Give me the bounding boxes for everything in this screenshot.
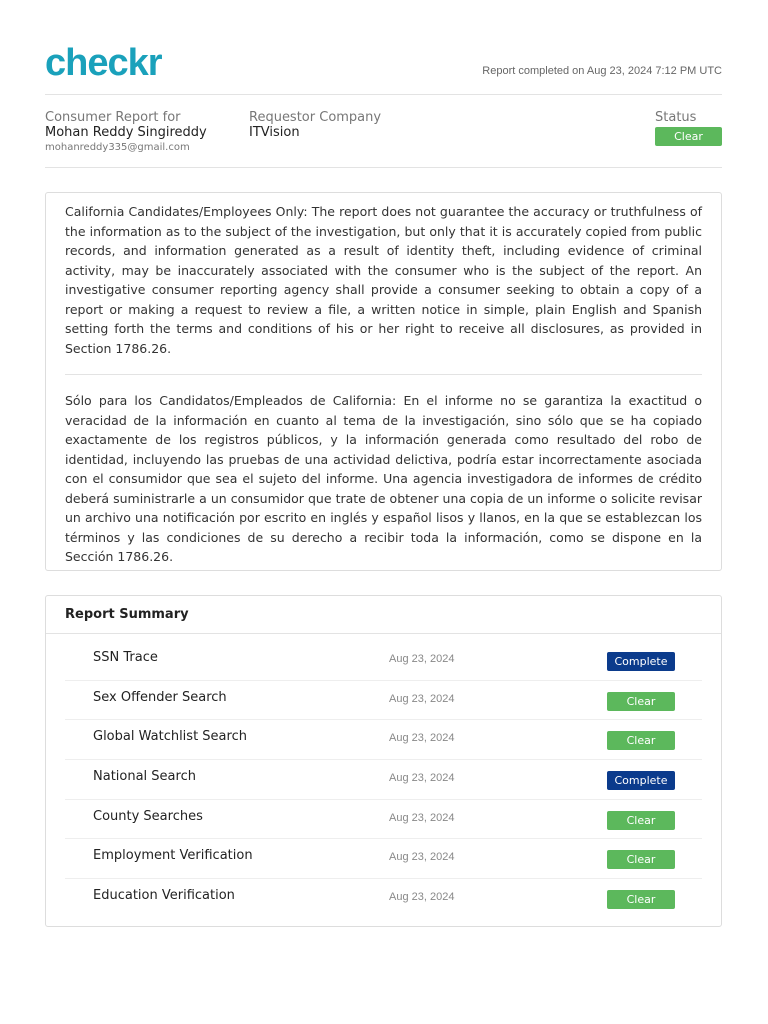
california-disclosure-notice: [45, 192, 722, 571]
summary-row[interactable]: [65, 760, 702, 800]
requestor-company-label: Requestor Company: [249, 110, 382, 125]
check-date: Aug 23, 2024: [389, 653, 455, 665]
check-status-badge: Complete: [607, 652, 675, 671]
summary-row[interactable]: [65, 879, 702, 919]
check-status-badge: Complete: [607, 771, 675, 790]
header-divider: [45, 94, 722, 95]
check-date: Aug 23, 2024: [389, 732, 455, 745]
info-divider: [45, 167, 722, 168]
check-name: County Searches: [93, 808, 203, 824]
status-info: [655, 110, 722, 146]
check-date: Aug 23, 2024: [389, 692, 455, 705]
status-label: Status: [655, 110, 697, 125]
check-date: Aug 23, 2024: [389, 772, 455, 785]
consumer-email: mohanreddy335@gmail.com: [45, 142, 190, 153]
check-name: Education Verification: [93, 888, 235, 904]
check-status-badge: Clear: [607, 890, 675, 909]
check-status-badge: Clear: [607, 731, 675, 750]
summary-row[interactable]: [65, 681, 702, 721]
check-name: Global Watchlist Search: [93, 729, 247, 745]
check-date: Aug 23, 2024: [389, 891, 455, 904]
requestor-company-info: [249, 110, 381, 140]
consumer-name: Mohan Reddy Singireddy: [45, 125, 207, 140]
check-name: Sex Offender Search: [93, 689, 227, 705]
summary-row[interactable]: [65, 839, 702, 879]
check-status-badge: Clear: [607, 850, 675, 869]
summary-row[interactable]: [65, 720, 702, 760]
check-status-badge: Clear: [607, 811, 675, 830]
checkr-logo: checkr: [45, 42, 162, 84]
check-name: Employment Verification: [93, 848, 253, 864]
consumer-label: Consumer Report for: [45, 110, 181, 125]
status-badge: Clear: [655, 127, 722, 146]
report-summary-panel: [45, 595, 722, 927]
check-name: SSN Trace: [93, 650, 158, 665]
check-status-badge: Clear: [607, 692, 675, 711]
consumer-info: [45, 110, 207, 154]
disclosure-spanish: Sólo para los Candidatos/Empleados de California: En el informe no se garantiza la exactitud o veracidad de la información en cuanto al tema de la investigación, sino sólo que se ha copiado exactamente de los registros públicos, y la información generada como resultado del robo de identidad, incluyendo las pruebas de una actividad delictiva, podría estar incorrectamente asociada con el consumidor que sea el sujeto del informe. Una agencia investigadora de informes de crédito deberá suministrarle a un consumidor que trate de obtener una copia de un informe o solicite revisar un archivo una notificación por escrito en inglés y español lisos y llanos, en la que se establezcan los términos y las condiciones de su derecho a recibir toda la información, como se dispone en la Sección 1786.26.: [65, 393, 702, 564]
summary-row[interactable]: [65, 641, 702, 681]
report-summary-title: Report Summary: [46, 596, 721, 634]
report-summary-list: [46, 634, 721, 919]
report-completed-timestamp: Report completed on Aug 23, 2024 7:12 PM UTC: [482, 65, 722, 77]
check-date: Aug 23, 2024: [389, 811, 455, 824]
requestor-company-name: ITVision: [249, 125, 300, 140]
check-date: Aug 23, 2024: [389, 851, 455, 864]
disclosure-english: California Candidates/Employees Only: The report does not guarantee the accuracy or truthfulness of the information as to the subject of the investigation, but only that it is accurately copied from public records, and information generated as a result of identity theft, including evidence of criminal activity, may be inaccurately associated with the consumer who is the subject of the report. An investigative consumer reporting agency shall provide a consumer seeking to obtain a copy of a report or making a request to review a file, a written notice in simple, plain English and Spanish setting forth the terms and conditions of his or her right to receive all disclosures, as provided in Section 1786.26.: [65, 193, 702, 375]
check-name: National Search: [93, 769, 196, 785]
summary-row[interactable]: [65, 800, 702, 840]
